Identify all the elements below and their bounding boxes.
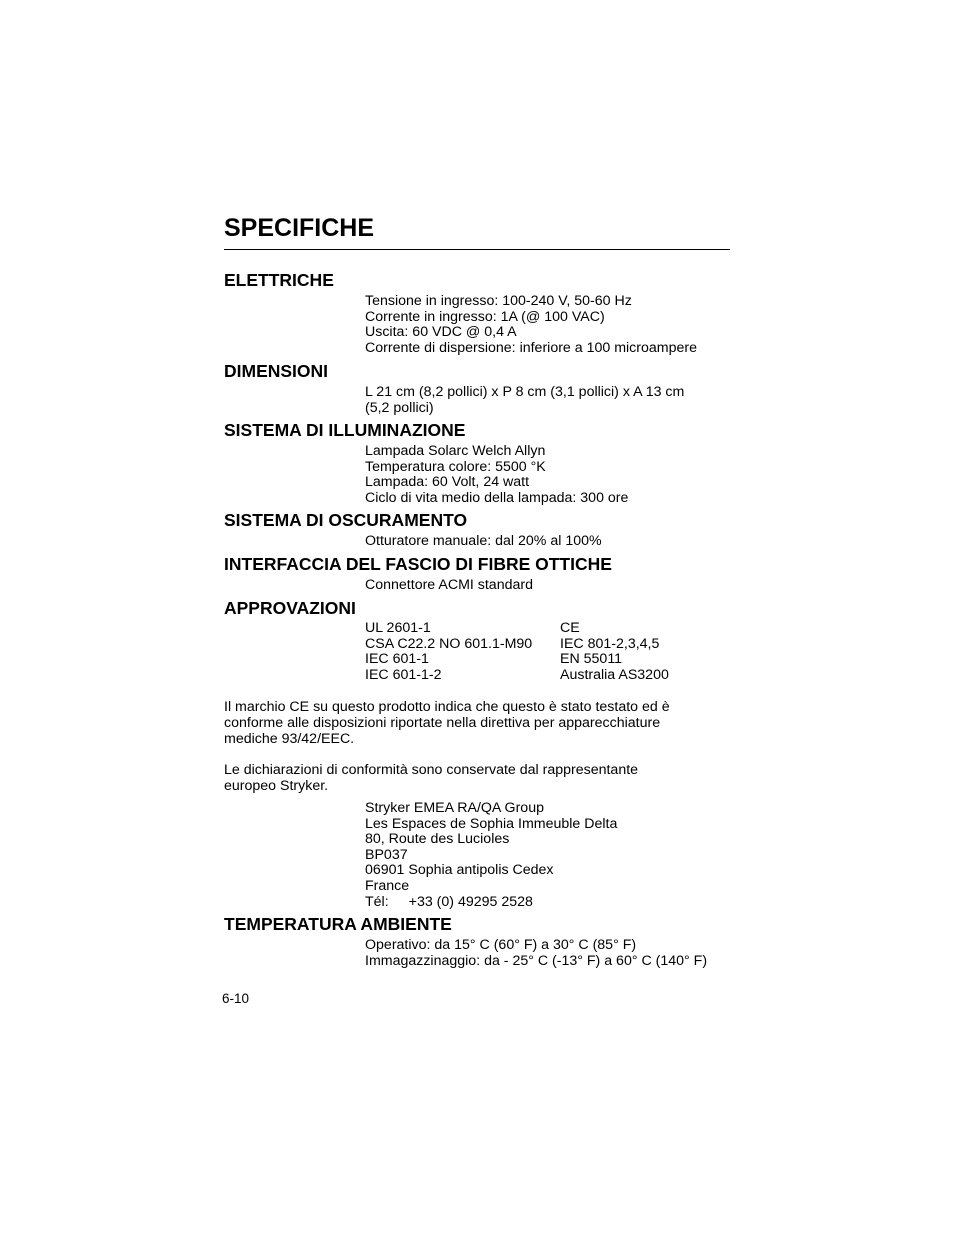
heading-elettriche: ELETTRICHE	[224, 270, 334, 290]
page-number: 6-10	[222, 991, 250, 1006]
page-title: SPECIFICHE	[224, 214, 375, 242]
paragraph-line: europeo Stryker.	[224, 778, 329, 794]
spec-line: (5,2 pollici)	[365, 399, 434, 416]
address-line: BP037	[365, 846, 408, 863]
spec-line: Connettore ACMI standard	[365, 577, 533, 593]
address-line: France	[365, 877, 410, 894]
dimensioni-body	[365, 385, 684, 416]
approval-item: UL 2601-1	[365, 620, 431, 636]
approval-item: CE	[560, 620, 580, 636]
temperatura-body	[365, 938, 707, 969]
address-line: Stryker EMEA RA/QA Group	[365, 800, 544, 816]
approval-item: EN 55011	[560, 651, 623, 668]
tel-label: Tél:	[365, 893, 389, 910]
illuminazione-body	[365, 444, 628, 506]
paragraph-line: Le dichiarazioni di conformità sono conservate dal rappresentante	[224, 762, 639, 778]
spec-line: L 21 cm (8,2 pollici) x P 8 cm (3,1 pollici) x A 13 cm	[365, 384, 685, 400]
oscuramento-body	[365, 534, 602, 550]
address-block	[365, 801, 617, 910]
address-line: Les Espaces de Sophia Immeuble Delta	[365, 815, 618, 832]
spec-line: Uscita: 60 VDC @ 0,4 A	[365, 324, 517, 341]
spec-line: Ciclo di vita medio della lampada: 300 ore	[365, 489, 629, 506]
paragraph-line: Il marchio CE su questo prodotto indica che questo è stato testato ed è	[224, 699, 670, 715]
approval-item: Australia AS3200	[560, 666, 669, 683]
paragraph-line: mediche 93/42/EEC.	[224, 731, 355, 747]
approvazioni-col2	[560, 621, 669, 683]
spec-line: Corrente in ingresso: 1A (@ 100 VAC)	[365, 308, 605, 325]
ce-paragraph	[224, 699, 730, 747]
spec-line: Lampada Solarc Welch Allyn	[365, 443, 546, 459]
title-divider	[224, 249, 730, 250]
spec-line: Operativo: da 15° C (60° F) a 30° C (85° F)	[365, 937, 637, 953]
spec-line: Lampada: 60 Volt, 24 watt	[365, 474, 530, 491]
spec-line: Temperatura colore: 5500 °K	[365, 458, 546, 475]
address-line: 80, Route des Lucioles	[365, 831, 510, 848]
address-tel-line	[365, 895, 617, 911]
tel-value: +33 (0) 49295 2528	[408, 893, 533, 910]
heading-temperatura: TEMPERATURA AMBIENTE	[224, 914, 452, 934]
interfaccia-body	[365, 578, 533, 594]
address-line: 06901 Sophia antipolis Cedex	[365, 862, 554, 879]
conformity-paragraph	[224, 762, 730, 794]
spec-line: Otturatore manuale: dal 20% al 100%	[365, 533, 602, 549]
approvazioni-col1	[365, 621, 532, 683]
heading-approvazioni: APPROVAZIONI	[224, 598, 356, 618]
approval-item: IEC 601-1-2	[365, 666, 442, 683]
approval-item: IEC 601-1	[365, 651, 429, 668]
spec-line: Tensione in ingresso: 100-240 V, 50-60 Hz	[365, 293, 632, 309]
spec-line: Corrente di dispersione: inferiore a 100 microampere	[365, 339, 697, 356]
elettriche-body	[365, 294, 697, 356]
heading-illuminazione: SISTEMA DI ILLUMINAZIONE	[224, 420, 466, 440]
heading-dimensioni: DIMENSIONI	[224, 361, 329, 381]
heading-oscuramento: SISTEMA DI OSCURAMENTO	[224, 510, 468, 530]
approval-item: IEC 801-2,3,4,5	[560, 635, 660, 652]
spec-line: Immagazzinaggio: da - 25° C (-13° F) a 60° C (140° F)	[365, 952, 708, 969]
heading-interfaccia: INTERFACCIA DEL FASCIO DI FIBRE OTTICHE	[224, 554, 612, 574]
approval-item: CSA C22.2 NO 601.1-M90	[365, 635, 533, 652]
paragraph-line: conforme alle disposizioni riportate nella direttiva per apparecchiature	[224, 715, 661, 731]
